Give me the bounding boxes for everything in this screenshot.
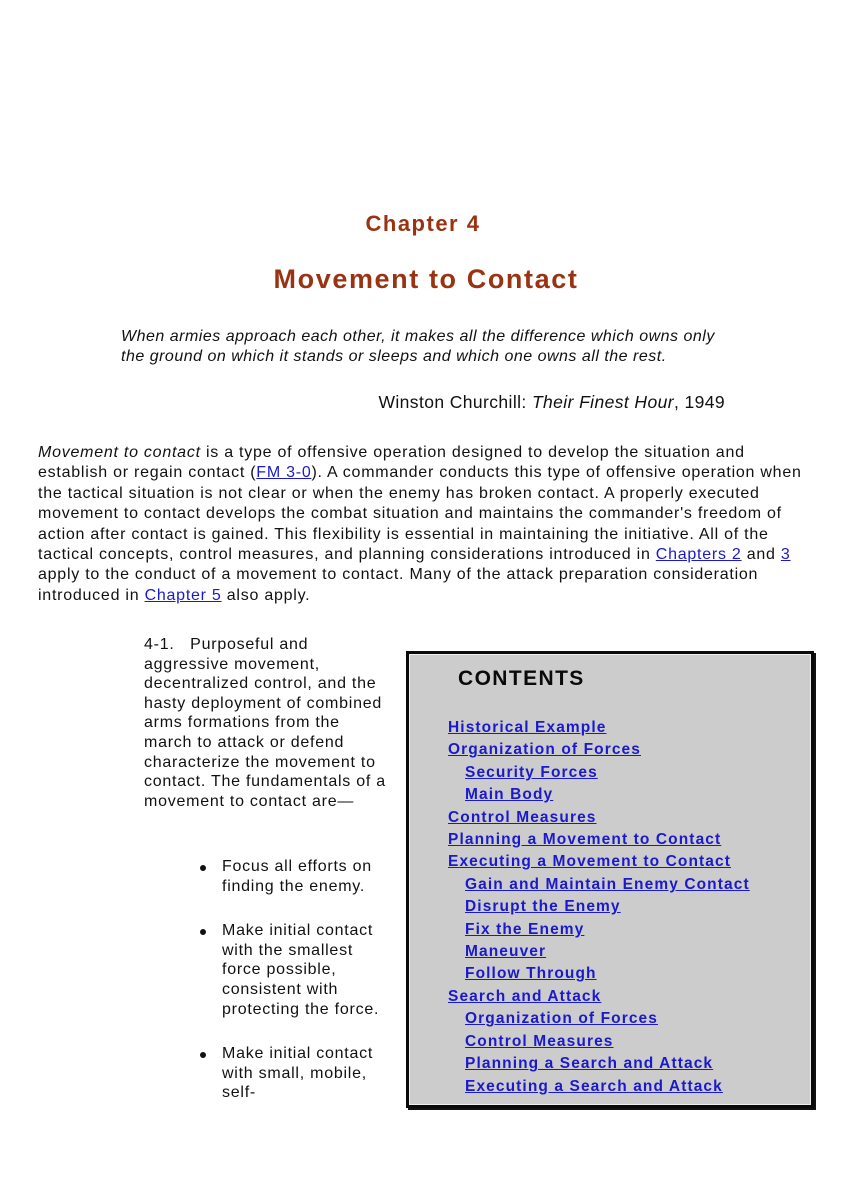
list-item-text: Make initial contact with small, mobile, self- [222, 1045, 374, 1102]
paragraph-number: 4-1. [144, 636, 175, 653]
toc-link-executing-search-and-attack[interactable]: Executing a Search and Attack [465, 1077, 723, 1095]
toc-item [448, 941, 750, 963]
toc-link-historical-example[interactable]: Historical Example [448, 719, 607, 736]
toc-item [448, 1031, 750, 1053]
epigraph-quote: When armies approach each other, it makes all the difference which owns only the ground on which it stands or sleeps and which one owns all the rest. [121, 328, 715, 365]
list-item-text: Focus all efforts on finding the enemy. [222, 858, 372, 895]
toc-link-executing-movement-to-contact[interactable]: Executing a Movement to Contact [448, 853, 731, 871]
toc-item [448, 874, 750, 896]
intro-text: and [741, 546, 781, 564]
contents-list [448, 717, 750, 1098]
link-chapter-5[interactable]: Chapter 5 [144, 586, 222, 604]
intro-text: is a type of offensive operation designed to develop the situation and establish or regain contact ( [38, 444, 745, 482]
link-fm-3-0[interactable]: FM 3-0 [256, 464, 312, 482]
toc-item [448, 1008, 750, 1030]
toc-link-planning-search-and-attack[interactable]: Planning a Search and Attack [465, 1055, 714, 1073]
contents-heading: CONTENTS [458, 667, 585, 690]
toc-item [448, 762, 750, 784]
bullet-icon [200, 1052, 206, 1058]
chapter-number: Chapter 4 [365, 211, 481, 236]
toc-item [448, 1076, 750, 1098]
toc-item [448, 986, 750, 1008]
intro-text: also apply. [221, 586, 311, 604]
intro-text: apply to the conduct of a movement to contact. Many of the attack preparation consideration introduced in [38, 566, 759, 604]
toc-item [448, 896, 750, 918]
toc-link-search-control-measures[interactable]: Control Measures [465, 1032, 614, 1050]
attribution-author: Winston Churchill: [378, 392, 532, 412]
toc-item [448, 829, 750, 851]
intro-paragraph [38, 443, 818, 606]
toc-link-organization-of-forces[interactable]: Organization of Forces [448, 741, 641, 759]
toc-item [448, 963, 750, 985]
link-chapters-2[interactable]: Chapters 2 [655, 546, 742, 564]
toc-item [448, 784, 750, 806]
toc-link-maneuver[interactable]: Maneuver [465, 943, 547, 961]
toc-item [448, 717, 750, 739]
toc-link-search-and-attack[interactable]: Search and Attack [448, 987, 602, 1005]
intro-term: Movement to contact [38, 444, 201, 461]
toc-link-disrupt-the-enemy[interactable]: Disrupt the Enemy [465, 898, 621, 916]
link-chapter-3[interactable]: 3 [780, 546, 791, 564]
toc-link-follow-through[interactable]: Follow Through [465, 965, 597, 983]
toc-link-main-body[interactable]: Main Body [465, 786, 554, 804]
attribution-work: Their Finest Hour [531, 392, 674, 412]
toc-link-control-measures[interactable]: Control Measures [448, 808, 597, 826]
paragraph-4-1 [144, 635, 389, 811]
toc-item [448, 807, 750, 829]
fundamentals-list [196, 857, 396, 1128]
toc-item [448, 851, 750, 873]
attribution-year: , 1949 [673, 392, 725, 412]
contents-box [406, 651, 814, 1108]
chapter-title: Movement to Contact [273, 264, 579, 294]
bullet-icon [200, 865, 206, 871]
toc-link-security-forces[interactable]: Security Forces [465, 763, 598, 781]
paragraph-text: Purposeful and aggressive movement, decentralized control, and the hasty deployment of combined arms formations from the march to attack or defend characterize the movement to contact. The fundamentals of a movement to contact are— [144, 636, 386, 810]
list-item [196, 857, 396, 896]
bullet-icon [200, 929, 206, 935]
list-item [196, 1044, 396, 1103]
toc-link-search-organization-of-forces[interactable]: Organization of Forces [465, 1010, 658, 1028]
epigraph-attribution [121, 392, 725, 413]
toc-item [448, 739, 750, 761]
toc-item [448, 1053, 750, 1075]
toc-link-gain-maintain-enemy-contact[interactable]: Gain and Maintain Enemy Contact [465, 875, 750, 893]
intro-text: ). A commander conducts this type of offensive operation when the tactical situation is not clear or when the enemy has broken contact. A properly executed movement to contact develops the combat situation and maintains the commander's freedom of action after contact is gained. This flexibility is essential in maintaining the initiative. All of the tactical concepts, control measures, and planning considerations introduced in [38, 464, 802, 564]
toc-link-fix-the-enemy[interactable]: Fix the Enemy [465, 920, 585, 938]
list-item-text: Make initial contact with the smallest force possible, consistent with protecting the force. [222, 922, 380, 1018]
list-item [196, 921, 396, 1019]
toc-link-planning-movement-to-contact[interactable]: Planning a Movement to Contact [448, 831, 722, 849]
toc-item [448, 919, 750, 941]
